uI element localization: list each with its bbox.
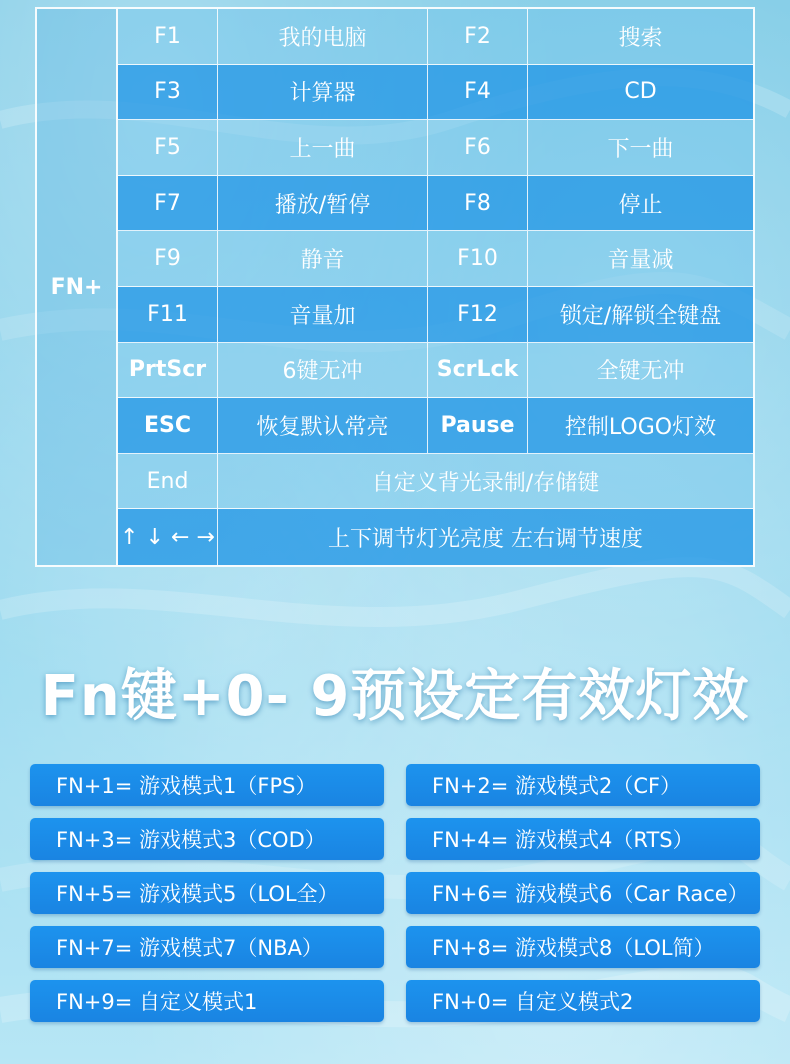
fn-shortcut-table xyxy=(35,7,755,567)
shortcut-row xyxy=(118,398,753,454)
preset-item: FN+0= 自定义模式2 xyxy=(406,980,760,1022)
shortcut-key: F10 xyxy=(428,231,528,286)
shortcut-key: F4 xyxy=(428,65,528,120)
presets-headline: Fn键+0- 9预设定有效灯效 xyxy=(40,664,750,729)
shortcut-function: 播放/暂停 xyxy=(218,176,428,231)
shortcut-row xyxy=(118,231,753,287)
preset-item: FN+8= 游戏模式8（LOL简） xyxy=(406,926,760,968)
preset-item: FN+4= 游戏模式4（RTS） xyxy=(406,818,760,860)
shortcut-key: F7 xyxy=(118,176,218,231)
shortcut-function: 自定义背光录制/存储键 xyxy=(371,470,600,496)
preset-item: FN+5= 游戏模式5（LOL全） xyxy=(30,872,384,914)
shortcut-function: 下一曲 xyxy=(607,136,674,162)
fn-shortcut-grid xyxy=(118,9,753,565)
preset-item: FN+1= 游戏模式1（FPS） xyxy=(30,764,384,806)
shortcut-function: 控制LOGO灯效 xyxy=(564,414,717,440)
shortcut-key: F8 xyxy=(428,176,528,231)
shortcut-key: ↑ ↓ ← → xyxy=(118,509,218,565)
shortcut-function: 恢复默认常亮 xyxy=(218,398,428,453)
shortcut-function: 我的电脑 xyxy=(218,9,428,64)
shortcut-key: F1 xyxy=(118,9,218,64)
shortcut-key: ESC xyxy=(118,398,218,453)
shortcut-function: 上下调节灯光亮度 左右调节速度 xyxy=(328,526,643,552)
shortcut-row xyxy=(118,9,753,65)
shortcut-row xyxy=(118,287,753,343)
shortcut-function: 计算器 xyxy=(218,65,428,120)
shortcut-row xyxy=(118,454,753,510)
shortcut-key: F3 xyxy=(118,65,218,120)
shortcut-function: 上一曲 xyxy=(218,120,428,175)
shortcut-key: PrtScr xyxy=(118,343,218,398)
shortcut-key: ScrLck xyxy=(428,343,528,398)
shortcut-function: 搜索 xyxy=(618,25,663,51)
fn-prefix-label: FN+ xyxy=(37,9,118,565)
shortcut-key: F6 xyxy=(428,120,528,175)
shortcut-key: F12 xyxy=(428,287,528,342)
shortcut-row xyxy=(118,65,753,121)
shortcut-function: CD xyxy=(624,79,657,105)
preset-item: FN+3= 游戏模式3（COD） xyxy=(30,818,384,860)
shortcut-function: 锁定/解锁全键盘 xyxy=(559,303,722,329)
shortcut-key: F5 xyxy=(118,120,218,175)
shortcut-key: F9 xyxy=(118,231,218,286)
shortcut-row xyxy=(118,176,753,232)
shortcut-key: End xyxy=(118,454,218,509)
shortcut-row xyxy=(118,120,753,176)
preset-item: FN+2= 游戏模式2（CF） xyxy=(406,764,760,806)
shortcut-function: 6键无冲 xyxy=(218,343,428,398)
shortcut-function: 音量加 xyxy=(218,287,428,342)
shortcut-function: 停止 xyxy=(618,192,663,218)
shortcut-key: F11 xyxy=(118,287,218,342)
preset-item: FN+6= 游戏模式6（Car Race） xyxy=(406,872,760,914)
shortcut-function: 音量减 xyxy=(607,248,674,274)
preset-item: FN+7= 游戏模式7（NBA） xyxy=(30,926,384,968)
shortcut-row xyxy=(118,343,753,399)
shortcut-function: 静音 xyxy=(218,231,428,286)
shortcut-row xyxy=(118,509,753,565)
shortcut-key: Pause xyxy=(428,398,528,453)
shortcut-function: 全键无冲 xyxy=(596,359,685,385)
preset-item: FN+9= 自定义模式1 xyxy=(30,980,384,1022)
shortcut-key: F2 xyxy=(428,9,528,64)
